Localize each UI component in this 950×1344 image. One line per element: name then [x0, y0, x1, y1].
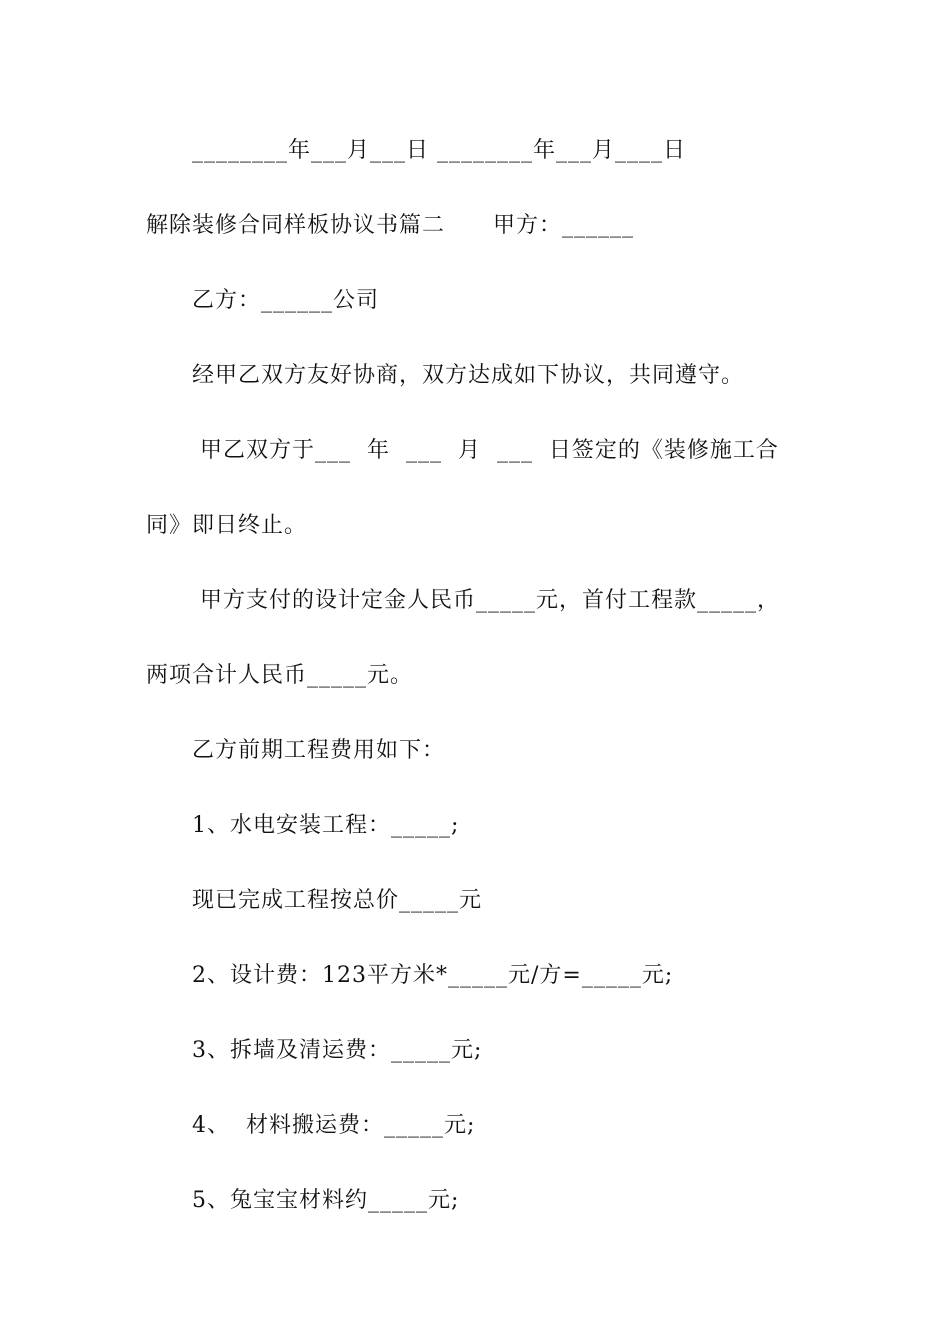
- cost-item-1: 1、水电安装工程：_____;: [192, 813, 460, 838]
- date-line: ________年___月___日 ________年___月____日: [192, 138, 686, 163]
- payment-line-2: 两项合计人民币_____元。: [146, 663, 414, 688]
- cost-item-1-detail: 现已完成工程按总价_____元: [192, 888, 483, 913]
- cost-item-4: 4、 材料搬运费：_____元;: [192, 1113, 476, 1138]
- cost-item-5: 5、兔宝宝材料约_____元;: [192, 1188, 460, 1213]
- termination-line-1: 甲乙双方于___ 年 ___ 月 ___ 日签定的《装修施工合: [200, 438, 779, 463]
- agreement-intro: 经甲乙双方友好协商，双方达成如下协议，共同遵守。: [192, 363, 745, 388]
- section-title-party-a: 解除装修合同样板协议书篇二 甲方：______: [146, 213, 634, 238]
- payment-line-1: 甲方支付的设计定金人民币_____元，首付工程款_____，: [200, 588, 781, 613]
- costs-heading: 乙方前期工程费用如下：: [192, 738, 446, 763]
- party-b-line: 乙方：______公司: [192, 288, 380, 313]
- termination-line-2: 同》即日终止。: [146, 513, 308, 538]
- cost-item-3: 3、拆墙及清运费：_____元;: [192, 1038, 483, 1063]
- cost-item-2: 2、设计费：123平方米*_____元/方=_____元;: [192, 963, 674, 988]
